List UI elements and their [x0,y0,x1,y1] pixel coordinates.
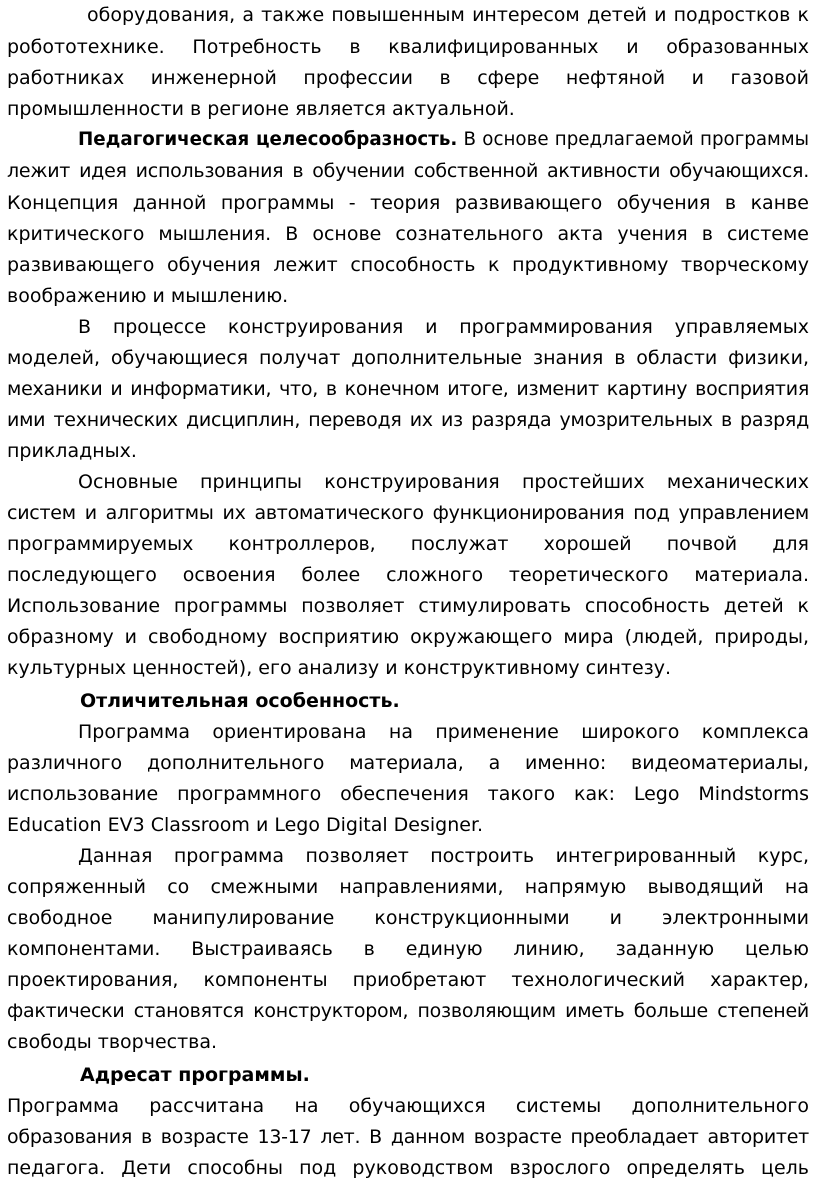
text-line: Education EV3 Classroom и Lego Digital Designer. [7,814,484,836]
text-line: систем и алгоритмы их автоматического функционирования под управлением [7,502,809,524]
text-run: В основе предлагаемой программы [457,129,809,150]
text-line: образному и свободному восприятию окружающего мира (людей, природы, [7,626,809,648]
text-line: Использование программы позволяет стимулировать способность детей к [7,595,809,617]
text-line: Данная программа позволяет построить интегрированный курс, [78,845,809,867]
text-line: работниках инженерной профессии в сфере нефтяной и газовой [7,67,809,89]
text-line: лежит идея использования в обучении собственной активности обучающихся. [7,160,809,182]
text-line: ими технических дисциплин, переводя их из разряда умозрительных в разряд [7,409,809,431]
text-line: свободное манипулирование конструкционными и электронными [7,907,809,929]
text-line: фактически становятся конструктором, позволяющим иметь больше степеней [7,1000,809,1022]
text-line: программируемых контроллеров, послужат хорошей почвой для [7,533,809,555]
text-line: различного дополнительного материала, а именно: видеоматериалы, [7,752,809,774]
text-line: компонентами. Выстраиваясь в единую линию, заданную целью [7,938,809,960]
text-line: развивающего обучения лежит способность к продуктивному творческому [7,254,809,276]
section-heading: Педагогическая целесообразность. [78,129,458,150]
text-line: свободы творчества. [7,1031,218,1053]
section-heading: Отличительная особенность. [80,690,400,712]
text-line: прикладных. [7,440,137,462]
text-line: образования в возрасте 13-17 лет. В данном возрасте преобладает авторитет [7,1126,809,1148]
text-line: В процессе конструирования и программирования управляемых [78,316,809,338]
text-line: критического мышления. В основе сознательного акта учения в системе [7,223,809,245]
text-line: воображению и мышлению. [7,285,289,307]
text-line: механики и информатики, что, в конечном итоге, изменит картину восприятия [7,378,809,400]
text-line: использование программного обеспечения такого как: Lego Mindstorms [7,783,809,805]
text-line: педагога. Дети способны под руководством взрослого определять цель [7,1157,809,1179]
text-line: Концепция данной программы - теория развивающего обучения в канве [7,192,809,214]
text-line: Основные принципы конструирования простейших механических [78,471,809,493]
paragraph-heading-line [78,125,809,155]
text-line: культурных ценностей), его анализу и конструктивному синтезу. [7,657,672,679]
text-line: моделей, обучающиеся получат дополнительные знания в области физики, [7,347,809,369]
section-heading: Адресат программы. [80,1064,310,1086]
text-line: промышленности в регионе является актуальной. [7,98,515,120]
text-line: оборудования, а также повышенным интересом детей и подростков к [87,4,809,26]
text-line: последующего освоения более сложного теоретического материала. [7,564,809,586]
text-line: проектирования, компоненты приобретают технологический характер, [7,969,809,991]
text-line: робототехнике. Потребность в квалифицированных и образованных [7,36,809,58]
text-line: сопряженный со смежными направлениями, напрямую выводящий на [7,876,809,898]
text-line: Программа ориентирована на применение широкого комплекса [78,721,809,743]
text-line: Программа рассчитана на обучающихся системы дополнительного [7,1095,809,1117]
